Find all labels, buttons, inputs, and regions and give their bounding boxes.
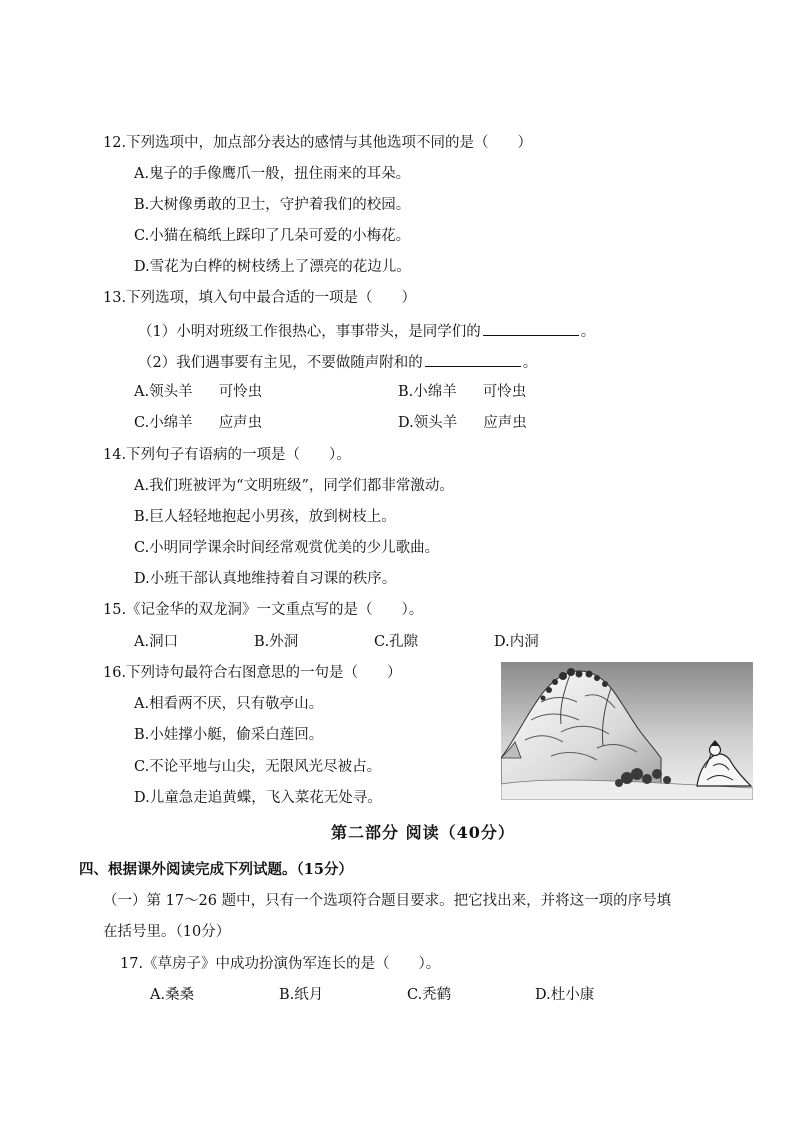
part2-title: 第二部分 阅读（40分） — [331, 823, 515, 842]
q16-option-b: B.小娃撑小艇，偷采白莲回。 — [134, 727, 324, 743]
q15-option-d: D.内洞 — [494, 634, 539, 650]
q12-option-b: B.大树像勇敢的卫士，守护着我们的校园。 — [134, 197, 411, 213]
option-word-1: 小绵羊 — [413, 384, 457, 400]
q13-sentence-1 — [138, 320, 595, 342]
q17-stem: 17.《草房子》中成功扮演伪军连长的是（ ）。 — [120, 956, 441, 972]
q13-option-c — [134, 413, 262, 433]
sub1-instruction-line2: 在括号里。（10分） — [103, 924, 231, 940]
q16-option-d: D.儿童急走追黄蝶，飞入菜花无处寻。 — [134, 790, 382, 806]
q13-s1-blank — [483, 320, 579, 336]
q13-sentence-2 — [138, 351, 537, 373]
q15-option-a: A.洞口 — [134, 634, 179, 650]
sub1-instruction-line1: （一）第 17～26 题中，只有一个选项符合题目要求。把它找出来，并将这一项的序号填 — [103, 893, 672, 909]
q13-option-b — [398, 382, 526, 402]
option-letter: A. — [134, 384, 150, 400]
q16-option-c: C.不论平地与山尖，无限风光尽被占。 — [134, 759, 382, 775]
q13-stem: 13.下列选项，填入句中最合适的一项是（ ） — [103, 290, 417, 306]
q13-s2-blank — [425, 351, 521, 367]
q13-option-d — [398, 413, 527, 433]
q14-option-b: B.巨人轻轻地抱起小男孩，放到树枝上。 — [134, 509, 396, 525]
q12-stem: 12.下列选项中，加点部分表达的感情与其他选项不同的是（ ） — [103, 135, 533, 151]
q17-option-b: B.纸月 — [279, 987, 324, 1003]
option-letter: C. — [134, 415, 150, 431]
q15-option-c: C.孔隙 — [374, 634, 419, 650]
option-word-2: 应声虫 — [218, 415, 263, 431]
option-word-2: 应声虫 — [483, 415, 527, 431]
q17-option-c: C.秃鹤 — [407, 987, 452, 1003]
q15-option-b: B.外洞 — [254, 634, 299, 650]
q13-s2-end: 。 — [522, 355, 538, 371]
mountain-poet-illustration — [501, 662, 753, 800]
q17-option-d: D.杜小康 — [535, 987, 595, 1003]
q17-option-a: A.桑桑 — [150, 987, 195, 1003]
q14-option-d: D.小班干部认真地维持着自习课的秩序。 — [134, 571, 397, 587]
q13-s1-text: （1）小明对班级工作很热心，事事带头，是同学们的 — [138, 324, 481, 340]
q14-option-a: A.我们班被评为“文明班级”，同学们都非常激动。 — [134, 478, 454, 494]
option-word-2: 可怜虫 — [218, 384, 263, 400]
q16-stem: 16.下列诗句最符合右图意思的一句是（ ） — [103, 665, 402, 681]
option-word-1: 领头羊 — [413, 415, 458, 431]
q15-stem: 15.《记金华的双龙洞》一文重点写的是（ ）。 — [103, 602, 424, 618]
option-word-1: 小绵羊 — [149, 415, 193, 431]
q13-option-a — [134, 382, 262, 402]
q13-s2-text: （2）我们遇事要有主见，不要做随声附和的 — [138, 355, 423, 371]
q12-option-a: A.鬼子的手像鹰爪一般，扭住雨来的耳朵。 — [134, 166, 411, 182]
option-word-1: 领头羊 — [149, 384, 193, 400]
q14-option-c: C.小明同学课余时间经常观赏优美的少儿歌曲。 — [134, 540, 440, 556]
option-word-2: 可怜虫 — [482, 384, 527, 400]
q12-option-c: C.小猫在稿纸上踩印了几朵可爱的小梅花。 — [134, 228, 411, 244]
section4-title: 四、根据课外阅读完成下列试题。（15分） — [79, 861, 353, 878]
q12-option-d: D.雪花为白桦的树枝绣上了漂亮的花边儿。 — [134, 259, 411, 275]
option-letter: D. — [398, 415, 414, 431]
q14-stem: 14.下列句子有语病的一项是（ ）。 — [103, 447, 351, 463]
q16-option-a: A.相看两不厌，只有敬亭山。 — [134, 696, 324, 712]
option-letter: B. — [398, 384, 414, 400]
q13-s1-end: 。 — [580, 324, 596, 340]
